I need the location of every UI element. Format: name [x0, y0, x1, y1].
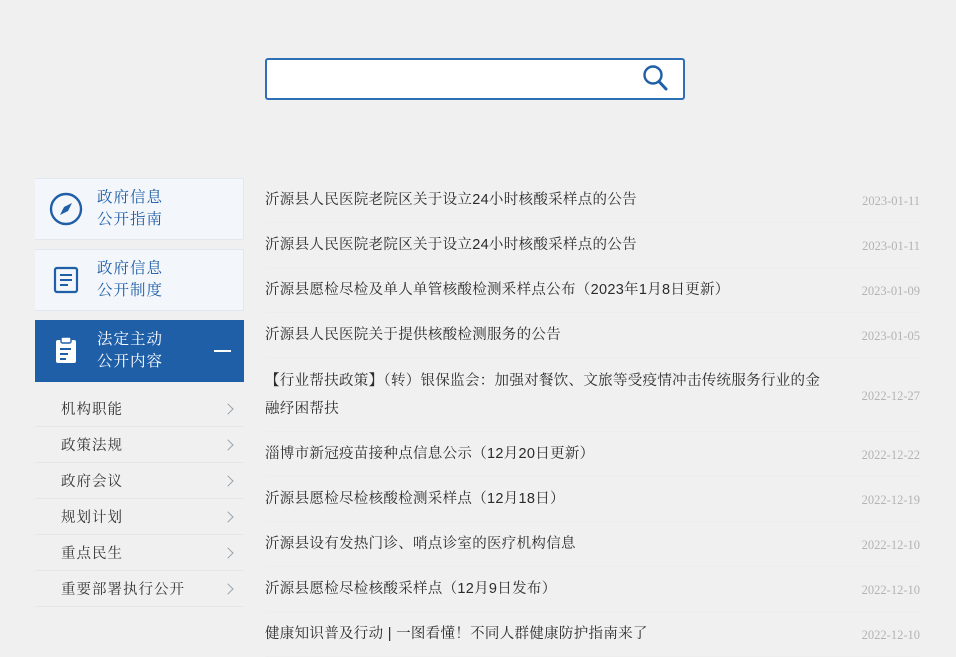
list-item-title[interactable]: 沂源县人民医院关于提供核酸检测服务的公告: [265, 327, 561, 343]
document-icon: [35, 250, 97, 310]
list-item-title[interactable]: 健康知识普及行动 | 一图看懂！不同人群健康防护指南来了: [265, 626, 648, 642]
list-item-date: 2022-12-10: [861, 538, 920, 552]
list-item[interactable]: [265, 358, 920, 432]
list-item[interactable]: [265, 477, 920, 522]
chevron-right-icon: [222, 583, 233, 594]
sidebar-card-line1: 政府信息: [97, 189, 164, 206]
sidebar-sub-list: [35, 391, 244, 607]
sidebar-item-open-guide[interactable]: [35, 178, 244, 240]
sidebar-item-jigouzhineng[interactable]: [35, 391, 244, 427]
list-item-title[interactable]: 沂源县人民医院老院区关于设立24小时核酸采样点的公告: [265, 192, 637, 208]
list-item-date: 2022-12-10: [861, 583, 920, 597]
search-input[interactable]: [267, 60, 627, 98]
list-item-date: 2022-12-27: [861, 388, 920, 403]
collapse-icon[interactable]: [214, 350, 231, 352]
list-item-title[interactable]: 沂源县设有发热门诊、哨点诊室的医疗机构信息: [265, 536, 576, 552]
list-item-title[interactable]: 【行业帮扶政策】（转）银保监会：加强对餐饮、文旅等受疫情冲击传统服务行业的金融纾困帮扶: [265, 373, 821, 417]
sidebar-sub-label: 政策法规: [61, 438, 123, 454]
clipboard-icon: [35, 321, 97, 381]
list-item-title[interactable]: 淄博市新冠疫苗接种点信息公示（12月20日更新）: [265, 446, 595, 462]
list-item-date: 2022-12-19: [861, 493, 920, 507]
chevron-right-icon: [222, 511, 233, 522]
sidebar: [35, 178, 244, 607]
sidebar-sub-label: 重点民生: [61, 546, 123, 562]
list-item[interactable]: [265, 522, 920, 567]
sidebar-card-line1: 法定主动: [97, 331, 164, 348]
list-item-date: 2023-01-11: [862, 194, 920, 208]
list-item[interactable]: [265, 432, 920, 477]
list-item-date: 2023-01-11: [862, 239, 920, 253]
list-item-title[interactable]: 沂源县愿检尽检及单人单管核酸检测釆样点公布（2023年1月8日更新）: [265, 282, 730, 298]
compass-icon: [35, 179, 97, 239]
sidebar-item-zhengfuhuiyi[interactable]: [35, 463, 244, 499]
sidebar-item-zhongyaobushu[interactable]: [35, 571, 244, 607]
list-item-date: 2022-12-10: [861, 628, 920, 642]
sidebar-sub-label: 机构职能: [61, 402, 123, 418]
sidebar-item-statutory-content[interactable]: [35, 320, 244, 382]
list-item[interactable]: [265, 612, 920, 657]
list-item-date: 2022-12-22: [861, 448, 920, 462]
list-item[interactable]: [265, 268, 920, 313]
list-item[interactable]: [265, 223, 920, 268]
chevron-right-icon: [222, 439, 233, 450]
list-item-title[interactable]: 沂源县人民医院老院区关于设立24小时核酸采样点的公告: [265, 237, 637, 253]
sidebar-item-zhongdianminsheng[interactable]: [35, 535, 244, 571]
search-bar[interactable]: [265, 58, 685, 100]
sidebar-card-line2: 公开内容: [97, 353, 164, 370]
sidebar-card-line2: 公开制度: [97, 282, 164, 299]
list-item-title[interactable]: 沂源县愿检尽检核酸检测采样点（12月18日）: [265, 491, 565, 507]
sidebar-sub-label: 规划计划: [61, 510, 123, 526]
sidebar-item-open-system[interactable]: [35, 249, 244, 311]
sidebar-sub-label: 重要部署执行公开: [61, 582, 185, 598]
news-list: [265, 178, 920, 657]
search-button[interactable]: [627, 60, 683, 98]
chevron-right-icon: [222, 403, 233, 414]
sidebar-item-zhengcefagui[interactable]: [35, 427, 244, 463]
list-item-title[interactable]: 沂源县愿检尽检核酸采样点（12月9日发布）: [265, 581, 557, 597]
list-item-date: 2023-01-09: [861, 284, 920, 298]
sidebar-sub-label: 政府会议: [61, 474, 123, 490]
sidebar-card-line2: 公开指南: [97, 211, 164, 228]
list-item[interactable]: [265, 313, 920, 358]
list-item[interactable]: [265, 567, 920, 612]
sidebar-card-line1: 政府信息: [97, 260, 164, 277]
search-icon: [640, 63, 670, 96]
list-item[interactable]: [265, 178, 920, 223]
sidebar-item-guihuajihua[interactable]: [35, 499, 244, 535]
list-item-date: 2023-01-05: [861, 329, 920, 343]
chevron-right-icon: [222, 547, 233, 558]
chevron-right-icon: [222, 475, 233, 486]
